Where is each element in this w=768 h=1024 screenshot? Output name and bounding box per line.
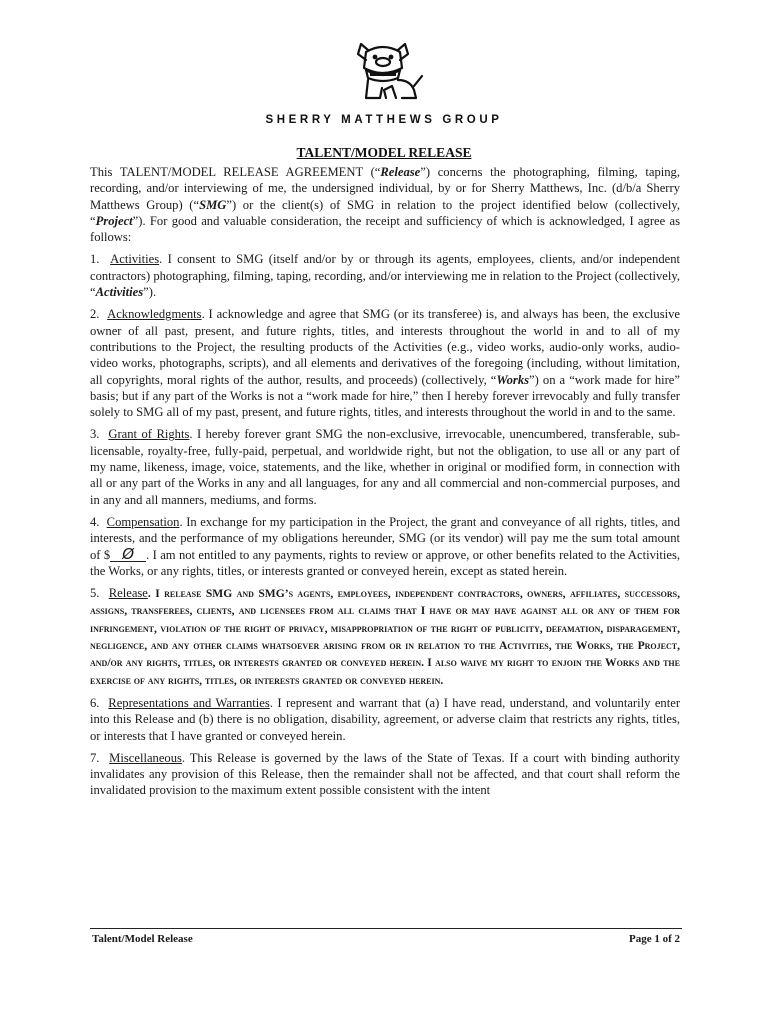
section-miscellaneous: 7. Miscellaneous. This Release is governed by the laws of the State of Texas. If a court with binding authority invalidates any provision of this Release, then the remainder shall not be affected, and that court shall reform the invalidated provision to the maximum extent possible consistent with the intent [90,750,680,798]
section-grant-of-rights: 3. Grant of Rights. I hereby forever grant SMG the non-exclusive, irrevocable, unencumbered, transferable, sub-licensable, royalty-free, fully-paid, perpetual, and worldwide right, but not the obligation, to use all or any part of my name, likeness, image, voice, statements, and the like, whether in original or modified form, in connection with all or any part of the Works in any and all languages, for any and all commercial and non-commercial purposes, and in any and all manners, mediums, and forms. [90,427,681,507]
section-activities: 1. Activities. I consent to SMG (itself and/or by or through its agents, employees, clients, and/or independent contractors) photographing, filming, taping, recording, and/or interviewing me in relation to the Project (collectively, “Activities”). [90,252,680,300]
footer-document-name: Talent/Model Release [92,933,193,945]
section-heading: Compensation [106,514,180,529]
project-term: Project [95,213,133,228]
section-heading: Miscellaneous [109,750,182,765]
intro-paragraph: This TALENT/MODEL RELEASE AGREEMENT (“Release”) concerns the photographing, filming, taping, recording, and/or interviewing of me, the undersigned individual, by or for Sherry Matthews, Inc. (d/b/a Sherry Matthews Group) (“SMG”) or the client(s) of SMG in relation to the project identified below (collectively, “Project”). For good and valuable consideration, the receipt and sufficiency of which is acknowledged, I agree as follows: [90,165,681,245]
section-compensation: 4. Compensation. In exchange for my participation in the Project, the grant and conveyance of all rights, titles, and interests, and the performance of my obligations hereunder, SMG (or its vendor) will pay me the sum total amount of $ Ø . I am not entitled to any payments, rights to review or approve, or other benefits related to the Activities, the Works, or any rights, titles, or interests granted or conveyed herein, except as stated herein. [90,514,681,578]
section-representations: 6. Representations and Warranties. I represent and warrant that (a) I have read, understand, and voluntarily enter into this Release and (b) there is no obligation, disability, agreement, or adverse claim that restricts any rights, titles, or interests that I have granted or conveyed herein. [90,695,681,743]
section-heading: Activities [110,252,160,267]
section-number: 5. [90,586,100,601]
section-number: 7. [90,750,100,765]
document-title: TALENT/MODEL RELEASE [296,145,472,160]
section-number: 1. [90,252,100,267]
section-heading: Release [108,586,148,601]
footer-page-number: Page 1 of 2 [628,933,680,945]
section-heading: Representations and Warranties [108,695,270,710]
section-heading: Grant of Rights [108,427,190,442]
section-number: 4. [90,514,100,529]
footer-divider [90,928,682,929]
document-body [90,164,680,805]
section-release: 5. Release. I release SMG and SMG’s agents, employees, independent contractors, owners, affiliates, successors, assigns, transferees, clients, and licensees from all claims that I have or may have against all or any of them for infringement, violation of the right of privacy, misappropriation of the right of publicity, defamation, disparagement, negligence, and any other claims whatsoever arising from or in relation to the Activities, the Works, the Project, and/or any rights, titles, or interests granted or conveyed herein. I also waive my right to enjoin the Works and the exercise of any rights, titles, or interests granted or conveyed herein. [90,586,681,687]
compensation-amount: Ø [110,548,146,562]
release-term: Release [380,165,421,179]
section-number: 2. [90,307,100,322]
section-number: 6. [90,695,100,710]
bulldog-logo-icon [354,40,426,108]
company-name: SHERRY MATTHEWS GROUP [265,114,503,126]
section-acknowledgments: 2. Acknowledgments. I acknowledge and agree that SMG (or its transferee) is, and always has been, the exclusive owner of all past, present, and future rights, titles, and interests throughout the world in and to all of my contributions to the Project, the resulting products of the Activities (e.g., video works, audio-only works, audio-video works, photographs, scripts), and all elements and derivatives of the foregoing (including, without limitation, all copyrights, moral rights of the author, results, and proceeds) (collectively, “Works”) on a “work made for hire” basis; but if any part of the Works is not a “work made for hire,” then I hereby forever irrevocably and fully transfer solely to SMG all of my past, present, and future rights, titles, and interests throughout the world in and to the same. [90,307,681,420]
activities-term: Activities [95,285,144,300]
smg-term: SMG [199,197,227,212]
section-heading: Acknowledgments [107,307,202,322]
works-term: Works [496,372,530,387]
section-number: 3. [90,427,100,442]
